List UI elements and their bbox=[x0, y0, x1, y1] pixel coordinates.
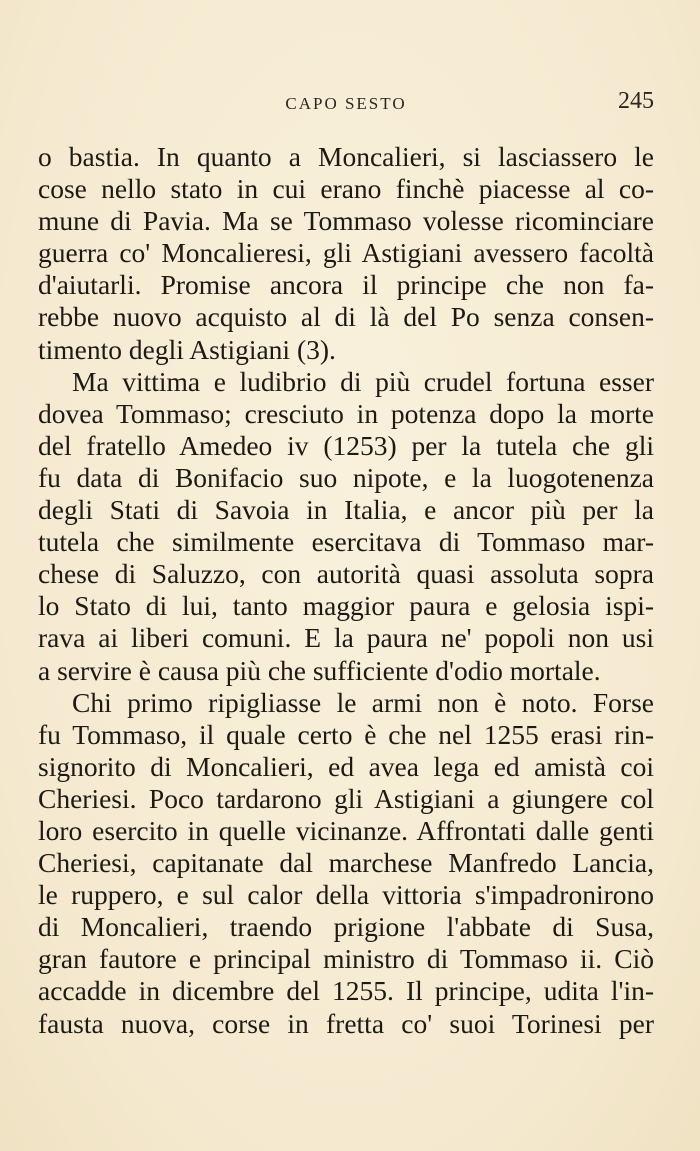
text-line: di Moncalieri, traendo prigione l'abbate di Susa, bbox=[38, 911, 654, 943]
text-line: loro esercito in quelle vicinanze. Affrontati dalle genti bbox=[38, 814, 654, 846]
text-line: a servire è causa più che sufficiente d'odio mortale. bbox=[38, 654, 601, 686]
text-line: lo Stato di lui, tanto maggior paura e gelosia ispi- bbox=[38, 590, 654, 622]
text-line: signorito di Moncalieri, ed avea lega ed amistà coi bbox=[38, 750, 654, 782]
text-line: mune di Pavia. Ma se Tommaso volesse ricominciare bbox=[38, 205, 654, 237]
text-line: fausta nuova, corse in fretta co' suoi Torinesi per bbox=[38, 1007, 654, 1039]
page-number: 245 bbox=[618, 88, 654, 114]
text-line: d'aiutarli. Promise ancora il principe che non fa- bbox=[38, 269, 654, 301]
text-line: fu Tommaso, il quale certo è che nel 1255 erasi rin- bbox=[38, 718, 654, 750]
page-header bbox=[38, 88, 654, 122]
text-line: o bastia. In quanto a Moncalieri, si lasciassero le bbox=[38, 141, 654, 172]
text-line: chese di Saluzzo, con autorità quasi assoluta sopra bbox=[38, 558, 654, 590]
text-line: rebbe nuovo acquisto al di là del Po senza consen- bbox=[38, 301, 654, 333]
text-line: accadde in dicembre del 1255. Il principe, udita l'in- bbox=[38, 975, 654, 1007]
text-line: del fratello Amedeo iv (1253) per la tutela che gli bbox=[38, 429, 654, 461]
text-line: Chi primo ripigliasse le armi non è noto. Forse bbox=[72, 686, 654, 718]
text-line: le ruppero, e sul calor della vittoria s'impadronirono bbox=[38, 879, 654, 911]
text-line: degli Stati di Savoia in Italia, e ancor più per la bbox=[38, 494, 654, 526]
text-line: guerra co' Moncalieresi, gli Astigiani avessero facoltà bbox=[38, 237, 654, 269]
text-line: timento degli Astigiani (3). bbox=[38, 333, 336, 365]
text-line: fu data di Bonifacio suo nipote, e la luogotenenza bbox=[38, 461, 654, 493]
text-line: rava ai liberi comuni. E la paura ne' popoli non usi bbox=[38, 622, 654, 654]
text-line: dovea Tommaso; cresciuto in potenza dopo la morte bbox=[38, 397, 654, 429]
text-line: cose nello stato in cui erano finchè piacesse al co- bbox=[38, 173, 654, 205]
text-line: gran fautore e principal ministro di Tommaso ii. Ciò bbox=[38, 943, 654, 975]
text-line: Ma vittima e ludibrio di più crudel fortuna esser bbox=[72, 365, 654, 397]
running-head: CAPO SESTO bbox=[285, 94, 407, 113]
text-line: Cheriesi. Poco tardarono gli Astigiani a giungere col bbox=[38, 782, 654, 814]
text-line: tutela che similmente esercitava di Tommaso mar- bbox=[38, 526, 654, 558]
text-line: Cheriesi, capitanate dal marchese Manfredo Lancia, bbox=[38, 847, 654, 879]
body-text bbox=[38, 141, 654, 1040]
